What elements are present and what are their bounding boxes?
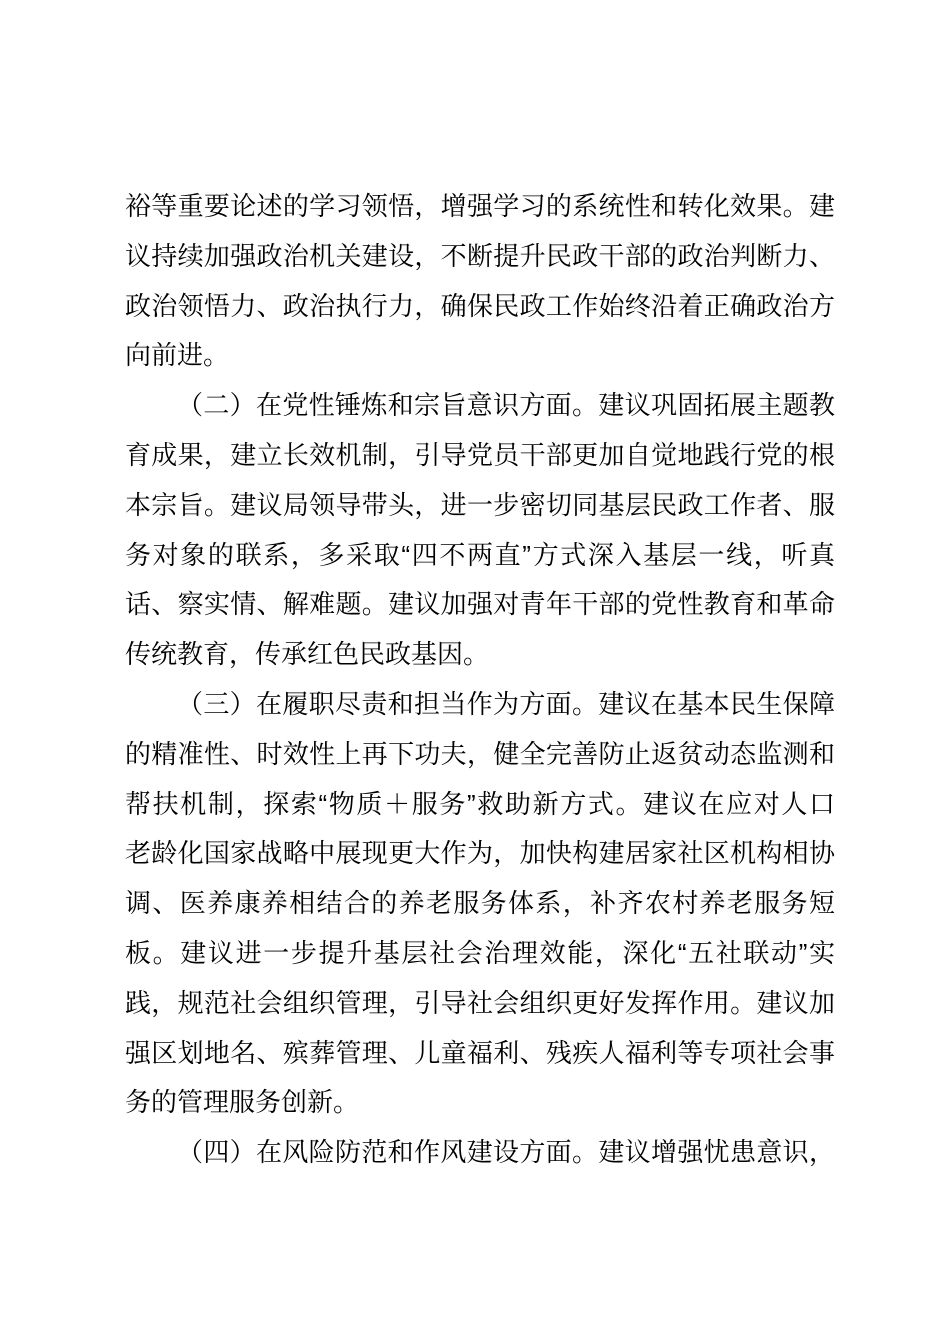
paragraph — [125, 182, 835, 381]
doc-line: 帮扶机制，探索“物质＋服务”救助新方式。建议在应对人口 — [125, 788, 835, 819]
document-text-block — [125, 182, 835, 1178]
doc-line: （四）在风险防范和作风建设方面。建议增强忧患意识， — [177, 1137, 835, 1168]
doc-line: 育成果，建立长效机制，引导党员干部更加自觉地践行党的根 — [125, 439, 835, 470]
doc-line: 本宗旨。建议局领导带头，进一步密切同基层民政工作者、服 — [125, 489, 835, 520]
doc-line: 板。建议进一步提升基层社会治理效能，深化“五社联动”实 — [125, 937, 835, 968]
doc-line: 老龄化国家战略中展现更大作为，加快构建居家社区机构相协 — [125, 838, 835, 869]
paragraph — [125, 1128, 835, 1178]
doc-line: （二）在党性锤炼和宗旨意识方面。建议巩固拓展主题教 — [177, 390, 835, 421]
doc-line: 话、察实情、解难题。建议加强对青年干部的党性教育和革命 — [125, 589, 835, 620]
doc-line: 务对象的联系，多采取“四不两直”方式深入基层一线，听真 — [125, 539, 835, 570]
doc-line: 政治领悟力、政治执行力，确保民政工作始终沿着正确政治方 — [125, 290, 835, 321]
doc-line: 的精准性、时效性上再下功夫，健全完善防止返贫动态监测和 — [125, 738, 835, 769]
doc-line: （三）在履职尽责和担当作为方面。建议在基本民生保障 — [177, 688, 835, 719]
doc-line: 调、医养康养相结合的养老服务体系，补齐农村养老服务短 — [125, 888, 835, 919]
doc-line: 裕等重要论述的学习领悟，增强学习的系统性和转化效果。建 — [125, 191, 835, 221]
paragraph — [125, 680, 835, 1128]
paragraph — [125, 381, 835, 680]
doc-line: 强区划地名、殡葬管理、儿童福利、残疾人福利等专项社会事 — [125, 1037, 835, 1068]
doc-line: 传统教育，传承红色民政基因。 — [125, 639, 490, 670]
doc-line: 务的管理服务创新。 — [125, 1087, 360, 1118]
doc-line: 议持续加强政治机关建设，不断提升民政干部的政治判断力、 — [125, 240, 835, 271]
doc-line: 践，规范社会组织管理，引导社会组织更好发挥作用。建议加 — [125, 987, 835, 1018]
doc-line: 向前进。 — [125, 340, 230, 371]
